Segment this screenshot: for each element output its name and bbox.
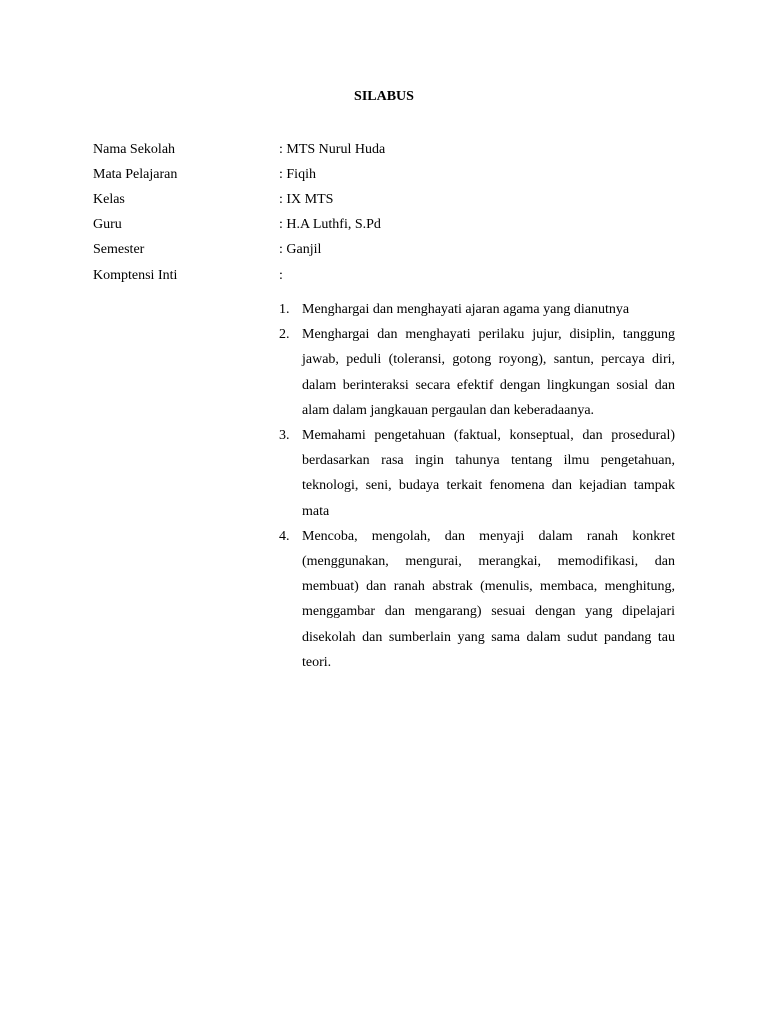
list-item [279, 322, 675, 423]
info-label: Guru [93, 217, 122, 233]
document-title: SILABUS [354, 89, 414, 104]
info-row-semester [93, 238, 693, 263]
info-label: Semester [93, 242, 145, 258]
info-label: Komptensi Inti [93, 267, 178, 283]
info-label: Kelas [93, 191, 125, 207]
info-table [93, 137, 693, 288]
info-value: : IX MTS [279, 191, 334, 207]
info-value: : MTS Nurul Huda [279, 141, 386, 157]
info-value: : Ganjil [279, 242, 322, 258]
list-item-number: 4. [279, 528, 290, 544]
kompetensi-inti-list [279, 297, 675, 675]
info-row-guru [93, 213, 693, 238]
list-item [279, 524, 675, 675]
list-item-text: Mencoba, mengolah, dan menyaji dalam ranah konkret (menggunakan, mengurai, merangkai, memodifikasi, dan membuat) dan ranah abstrak (menulis, membaca, menghitung, menggambar dan mengarang) sesuai dengan yang dipelajari disekolah dan sumberlain yang sama dalam sudut pandang tau teori. [302, 528, 675, 670]
info-row-kompetensi-inti [93, 263, 693, 288]
info-row-kelas [93, 187, 693, 212]
list-item [279, 423, 675, 524]
list-item-number: 3. [279, 428, 290, 444]
info-value: : H.A Luthfi, S.Pd [279, 217, 381, 233]
list-item-text: Memahami pengetahuan (faktual, konseptual, dan prosedural) berdasarkan rasa ingin tahunya tentang ilmu pengetahuan, teknologi, seni, budaya terkait fenomena dan kejadian tampak mata [302, 428, 675, 519]
info-row-mata-pelajaran [93, 162, 693, 187]
list-item-text: Menghargai dan menghayati perilaku jujur, disiplin, tanggung jawab, peduli (toleransi, gotong royong), santun, percaya diri, dalam berinteraksi secara efektif dengan lingkungan sosial dan alam dalam jangkauan pergaulan dan keberadaanya. [302, 327, 675, 418]
list-item [279, 297, 675, 322]
info-value: : [279, 267, 283, 283]
info-label: Mata Pelajaran [93, 166, 178, 182]
info-label: Nama Sekolah [93, 141, 176, 157]
list-item-number: 1. [279, 302, 290, 317]
info-row-nama-sekolah [93, 137, 693, 162]
info-value: : Fiqih [279, 166, 316, 182]
list-item-number: 2. [279, 327, 290, 343]
list-item-text: Menghargai dan menghayati ajaran agama yang dianutnya [302, 302, 630, 317]
